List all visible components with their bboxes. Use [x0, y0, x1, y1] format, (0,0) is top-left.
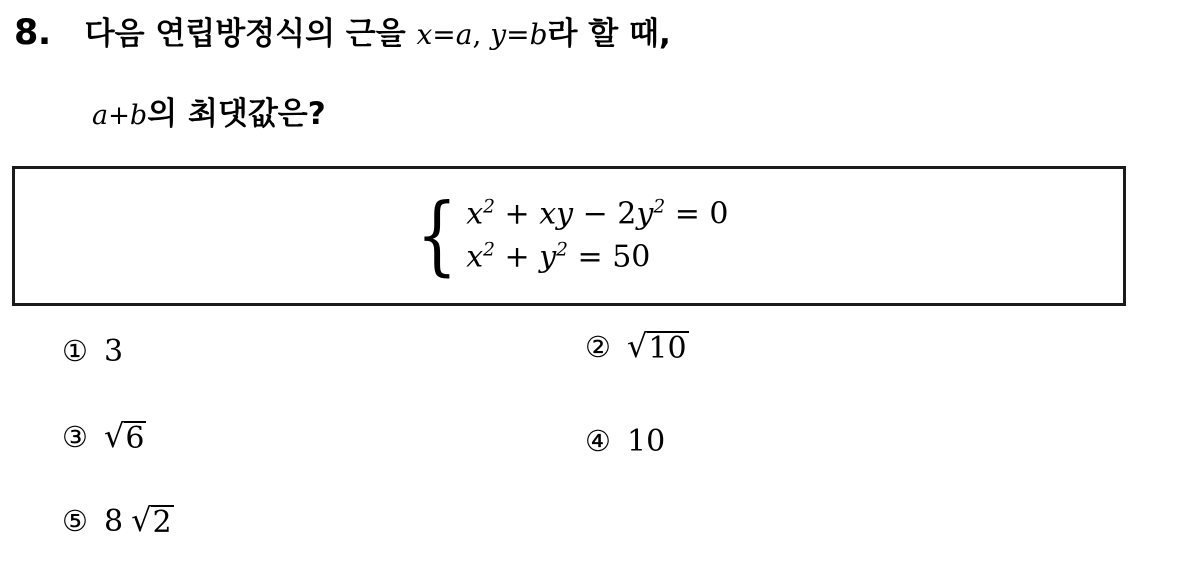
equation-line-2	[466, 236, 728, 279]
eq1-y: y	[636, 196, 654, 232]
eq2-y-exponent: 2	[556, 239, 569, 260]
choice-value-5	[104, 501, 174, 540]
eq1-y-exponent: 2	[653, 196, 666, 218]
equation-lines	[466, 193, 728, 278]
math-variable-x: x	[416, 18, 433, 51]
eq1-minus-two: − 2	[573, 196, 637, 232]
eq2-equals-fifty: = 50	[568, 239, 651, 274]
answer-choice-3[interactable]	[62, 417, 146, 456]
eq2-y: y	[539, 239, 557, 274]
answer-choice-1[interactable]	[62, 334, 123, 369]
answer-choice-2[interactable]	[585, 327, 689, 366]
question-number: 8.	[14, 13, 51, 53]
question-stem-line-2	[92, 88, 326, 133]
math-variable-a-2: a	[92, 100, 109, 131]
choice-marker-3: ③	[62, 420, 88, 454]
question-text-suffix: 라 할 때,	[547, 16, 671, 52]
choice-radicand-3: 6	[125, 421, 145, 456]
choice-marker-5: ⑤	[62, 504, 88, 538]
math-plus: +	[108, 101, 130, 131]
choice-value-2	[627, 327, 689, 366]
math-equals-2: =	[506, 18, 530, 51]
eq1-equals-zero: = 0	[665, 196, 729, 232]
choice-marker-2: ②	[585, 330, 611, 364]
choice-radicand-5: 2	[152, 505, 172, 540]
answer-choice-4[interactable]	[585, 424, 665, 459]
answer-choices	[0, 316, 1180, 580]
eq1-x: x	[466, 196, 484, 232]
eq2-x-exponent: 2	[483, 239, 495, 260]
choice-marker-1: ①	[62, 334, 88, 368]
math-variable-b-2: b	[129, 100, 148, 131]
equation-box	[12, 166, 1126, 306]
eq1-plus: +	[495, 196, 540, 232]
equation-line-1	[466, 193, 728, 236]
radical-icon: √	[131, 501, 152, 539]
choice-radicand-2: 10	[648, 331, 687, 366]
math-variable-y: y	[490, 18, 507, 51]
question-text-prefix: 다음 연립방정식의 근을	[84, 16, 417, 52]
choice-marker-4: ④	[585, 424, 611, 458]
answer-choice-5[interactable]	[62, 501, 174, 540]
math-variable-a: a	[455, 18, 473, 51]
radical-icon: √	[627, 327, 648, 365]
eq1-xy: xy	[539, 196, 574, 232]
question-stem-line-1	[14, 8, 671, 53]
choice-value-1: 3	[104, 334, 124, 369]
math-comma: ,	[472, 18, 491, 51]
radical-icon: √	[104, 417, 125, 455]
equation-system	[410, 185, 729, 286]
math-equals-1: =	[432, 18, 456, 51]
choice-value-4: 10	[627, 424, 666, 459]
eq2-x: x	[466, 239, 484, 274]
choice-coefficient-5: 8	[104, 504, 124, 539]
eq2-plus: +	[495, 239, 540, 274]
question-text-line2-suffix: 의 최댓값은?	[147, 96, 326, 132]
eq1-x-exponent: 2	[483, 196, 495, 218]
math-variable-b: b	[529, 18, 548, 51]
system-brace: {	[416, 185, 458, 286]
choice-value-3	[104, 417, 146, 456]
